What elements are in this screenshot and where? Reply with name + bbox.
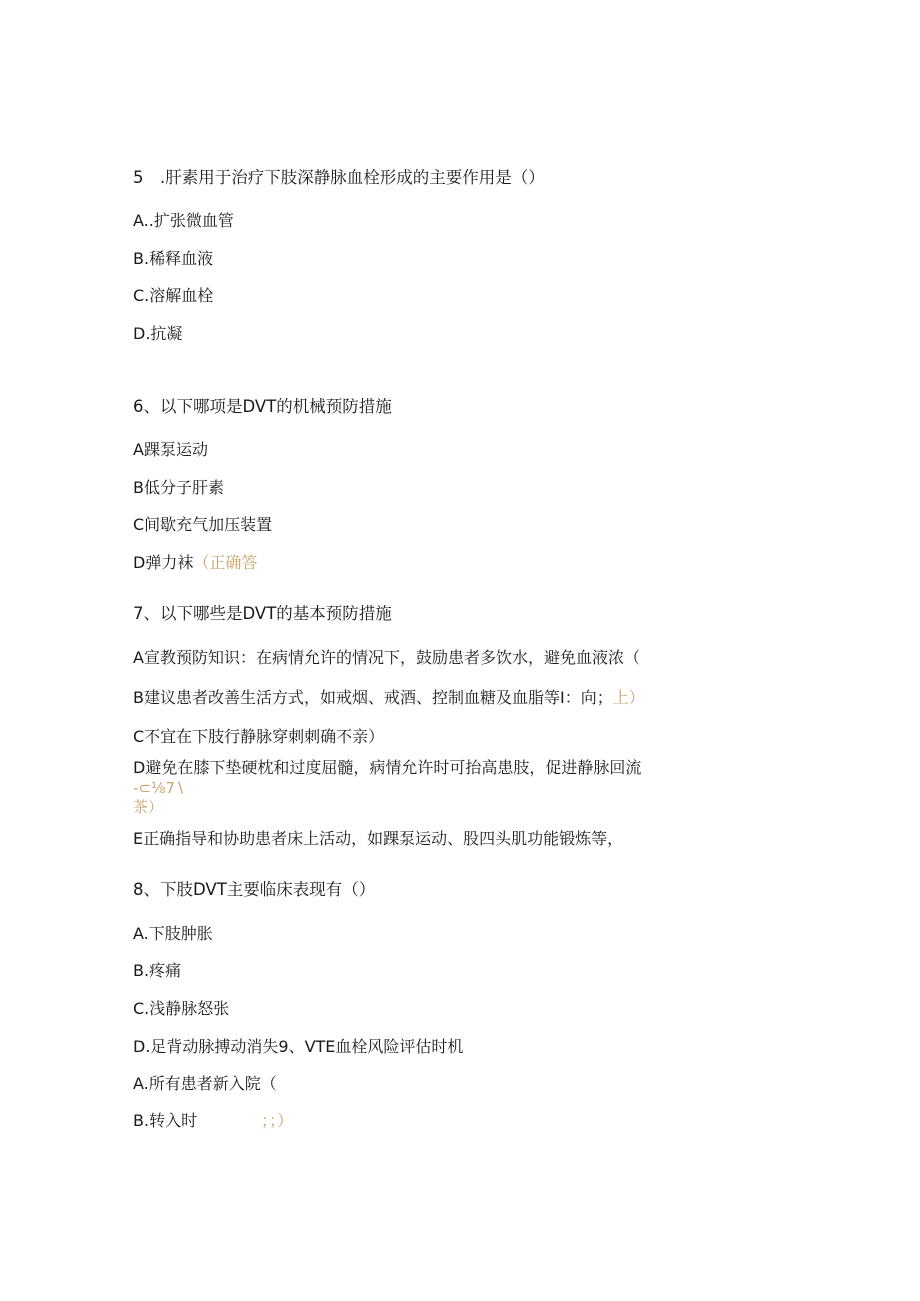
answer-watermark: 上） <box>612 688 645 707</box>
question-6-option-d: D弹力袜 <box>133 553 194 572</box>
question-5-stem: 5 .肝素用于治疗下肢深静脉血栓形成的主要作用是（） <box>133 168 545 187</box>
answer-watermark: （正确答 <box>193 553 258 572</box>
question-5-option-a: A..扩张微血管 <box>133 211 234 230</box>
question-6-stem: 6、以下哪项是DVT的机械预防措施 <box>133 397 392 416</box>
question-8-option-c: C.浅静脉怒张 <box>133 999 230 1018</box>
question-8-option-a: A.下肢肿胀 <box>133 924 213 943</box>
question-6-option-b: B低分子肝素 <box>133 478 224 497</box>
question-7-option-b: B建议患者改善生活方式，如戒烟、戒酒、控制血糖及血脂等I：向； <box>133 688 613 707</box>
question-9-option-b-row <box>133 1111 293 1131</box>
question-5-option-b: B.稀释血液 <box>133 249 214 268</box>
question-5-option-c: C.溶解血栓 <box>133 286 214 305</box>
question-8-option-d: D.足背动脉搏动消失9、VTE血栓风险评估时机 <box>133 1037 464 1056</box>
question-6-option-a: A踝泵运动 <box>133 440 208 459</box>
question-8-option-b: B.疼痛 <box>133 961 182 980</box>
question-7-option-d-noise-1: -⊂⅛7∖ <box>133 779 185 797</box>
question-5-option-d: D.抗凝 <box>133 324 183 343</box>
question-6-option-d-row <box>133 553 257 573</box>
question-7-option-a: A宣教预防知识：在病情允许的情况下，鼓励患者多饮水，避免血液浓（ <box>133 648 640 667</box>
question-9-option-b: B.转入时 <box>133 1111 198 1130</box>
question-8-stem: 8、下肢DVT主要临床表现有（） <box>133 880 376 899</box>
question-6-option-c: C间歇充气加压装置 <box>133 515 273 534</box>
question-7-stem: 7、以下哪些是DVT的基本预防措施 <box>133 604 392 623</box>
question-7-option-d-noise-2: 茶） <box>133 798 164 816</box>
question-7-option-c: C不宜在下肢行静脉穿刺刺确不亲） <box>133 727 385 746</box>
answer-watermark: ；；） <box>261 1111 294 1130</box>
question-7-option-d: D避免在膝下垫硬枕和过度屈髓，病情允许时可抬高患肢，促进静脉回流 <box>133 758 642 777</box>
question-7-option-e: E正确指导和协助患者床上活动，如踝泵运动、股四头肌功能锻炼等， <box>133 829 624 848</box>
question-9-option-a: A.所有患者新入院（ <box>133 1074 277 1093</box>
question-7-option-b-row <box>133 688 645 708</box>
